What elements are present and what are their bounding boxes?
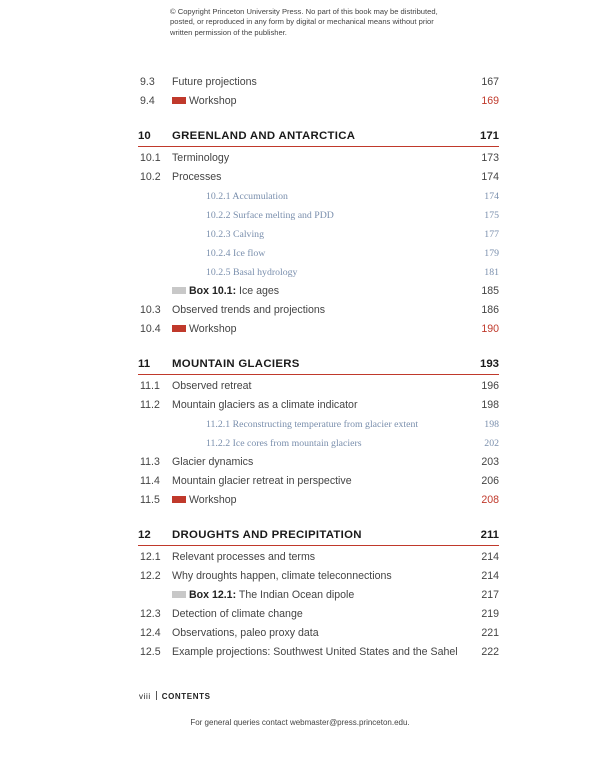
subsection-title: 11.2.1 Reconstructing temperature from glacier extent	[206, 419, 419, 430]
section-title: Workshop	[189, 95, 237, 107]
workshop-marker-icon	[172, 496, 186, 503]
toc-entry[interactable]	[138, 624, 499, 643]
toc-subentry[interactable]	[138, 206, 499, 225]
box-title: Ice ages	[236, 285, 280, 297]
subsection-title: 10.2.5 Basal hydrology	[206, 267, 298, 278]
running-head: CONTENTS	[161, 692, 211, 701]
page-number: 202	[484, 438, 499, 449]
toc-entry-workshop[interactable]	[138, 320, 499, 339]
page-number: 179	[484, 248, 499, 259]
page-number: 198	[484, 419, 499, 430]
subsection-title: 10.2.3 Calving	[206, 229, 264, 240]
section-number: 12.4	[140, 627, 161, 639]
workshop-marker-icon	[172, 325, 186, 332]
section-number: 10.3	[140, 304, 161, 316]
chapter-number: 10	[138, 130, 151, 142]
section-title: Mountain glacier retreat in perspective	[172, 475, 352, 487]
page-number: 167	[481, 76, 499, 88]
toc-entry[interactable]	[138, 396, 499, 415]
page-number: 222	[481, 646, 499, 658]
section-title: Processes	[172, 171, 222, 183]
section-number: 10.1	[140, 152, 161, 164]
chapter-number: 12	[138, 529, 151, 541]
page-number: 174	[484, 191, 499, 202]
page-number: 193	[479, 358, 499, 370]
toc-entry[interactable]	[138, 149, 499, 168]
section-title: Relevant processes and terms	[172, 551, 316, 563]
section-title: Workshop	[189, 323, 237, 335]
section-number: 12.1	[140, 551, 161, 563]
subsection-title: 10.2.4 Ice flow	[206, 248, 266, 259]
toc-entry[interactable]	[138, 301, 499, 320]
page-number: 174	[481, 171, 499, 183]
toc-entry[interactable]	[138, 168, 499, 187]
page-footer	[139, 691, 211, 701]
chapter-number: 11	[138, 358, 151, 370]
page-number: 169	[481, 95, 499, 107]
toc-entry[interactable]	[138, 643, 499, 662]
section-title: Observed trends and projections	[172, 304, 326, 316]
section-number: 10.2	[140, 171, 161, 183]
page-number: 206	[481, 475, 499, 487]
folio: viii	[139, 692, 151, 701]
chapter-title: DROUGHTS AND PRECIPITATION	[172, 529, 362, 541]
toc-subentry[interactable]	[138, 415, 499, 434]
section-title: Detection of climate change	[172, 608, 303, 620]
box-label: Box 12.1:	[189, 589, 237, 601]
section-number: 11.3	[140, 456, 160, 468]
section-number: 9.4	[140, 95, 155, 107]
workshop-marker-icon	[172, 97, 186, 104]
toc-entry[interactable]	[138, 605, 499, 624]
page-number: 214	[481, 551, 499, 563]
page-number: 217	[481, 589, 499, 601]
page-number: 173	[481, 152, 499, 164]
page-number: 198	[481, 399, 499, 411]
page-number: 208	[481, 494, 499, 506]
toc-entry[interactable]	[138, 567, 499, 586]
section-number: 12.2	[140, 570, 161, 582]
section-title: Observations, paleo proxy data	[172, 627, 319, 639]
page-number: 196	[481, 380, 499, 392]
chapter-title: MOUNTAIN GLACIERS	[172, 358, 300, 370]
section-number: 12.5	[140, 646, 161, 658]
page-number: 171	[479, 130, 499, 142]
chapter-heading[interactable]	[138, 526, 499, 546]
section-title: Terminology	[172, 152, 230, 164]
toc-subentry[interactable]	[138, 187, 499, 206]
page-number: 221	[481, 627, 499, 639]
section-number: 11.1	[140, 380, 160, 392]
toc-entry-box[interactable]	[138, 282, 499, 301]
subsection-title: 10.2.2 Surface melting and PDD	[206, 210, 334, 221]
toc-entry[interactable]	[138, 472, 499, 491]
copyright-notice: © Copyright Princeton University Press. No part of this book may be distributed, posted, or reproduced in any form by digital or mechanical means without prior written permission of the publisher.	[170, 7, 438, 37]
box-title: The Indian Ocean dipole	[236, 589, 355, 601]
section-title: Why droughts happen, climate teleconnections	[172, 570, 392, 582]
box-marker-icon	[172, 287, 186, 294]
subsection-title: 11.2.2 Ice cores from mountain glaciers	[206, 438, 362, 449]
box-label: Box 10.1:	[189, 285, 237, 297]
toc-entry-workshop[interactable]	[138, 491, 499, 510]
footer-divider	[156, 691, 157, 700]
section-number: 10.4	[140, 323, 161, 335]
toc-entry[interactable]	[138, 377, 499, 396]
page-number: 214	[481, 570, 499, 582]
page-number: 175	[484, 210, 499, 221]
section-number: 11.4	[140, 475, 160, 487]
toc-subentry[interactable]	[138, 434, 499, 453]
toc-entry[interactable]	[138, 453, 499, 472]
toc-subentry[interactable]	[138, 225, 499, 244]
section-number: 9.3	[140, 76, 155, 88]
contact-notice: For general queries contact webmaster@press.princeton.edu.	[190, 718, 410, 727]
section-title: Observed retreat	[172, 380, 252, 392]
toc-entry-workshop[interactable]	[138, 92, 499, 111]
subsection-title: 10.2.1 Accumulation	[206, 191, 288, 202]
toc-entry[interactable]	[138, 548, 499, 567]
section-title: Example projections: Southwest United States and the Sahel	[172, 646, 458, 658]
section-number: 11.5	[140, 494, 160, 506]
toc-subentry[interactable]	[138, 244, 499, 263]
page-number: 211	[480, 529, 499, 541]
chapter-heading[interactable]	[138, 355, 499, 375]
section-title: Workshop	[189, 494, 237, 506]
page-number: 186	[481, 304, 499, 316]
section-title: Future projections	[172, 76, 257, 88]
section-title: Mountain glaciers as a climate indicator	[172, 399, 358, 411]
box-marker-icon	[172, 591, 186, 598]
page-number: 219	[481, 608, 499, 620]
page-number: 190	[481, 323, 499, 335]
page-number: 203	[481, 456, 499, 468]
page-number: 181	[484, 267, 499, 278]
section-title: Glacier dynamics	[172, 456, 254, 468]
section-number: 11.2	[140, 399, 160, 411]
section-number: 12.3	[140, 608, 161, 620]
toc-entry-box[interactable]	[138, 586, 499, 605]
table-of-contents	[138, 73, 499, 662]
chapter-heading[interactable]	[138, 127, 499, 147]
chapter-title: GREENLAND AND ANTARCTICA	[172, 130, 356, 142]
page-number: 185	[481, 285, 499, 297]
page-number: 177	[484, 229, 499, 240]
toc-entry[interactable]	[138, 73, 499, 92]
toc-subentry[interactable]	[138, 263, 499, 282]
